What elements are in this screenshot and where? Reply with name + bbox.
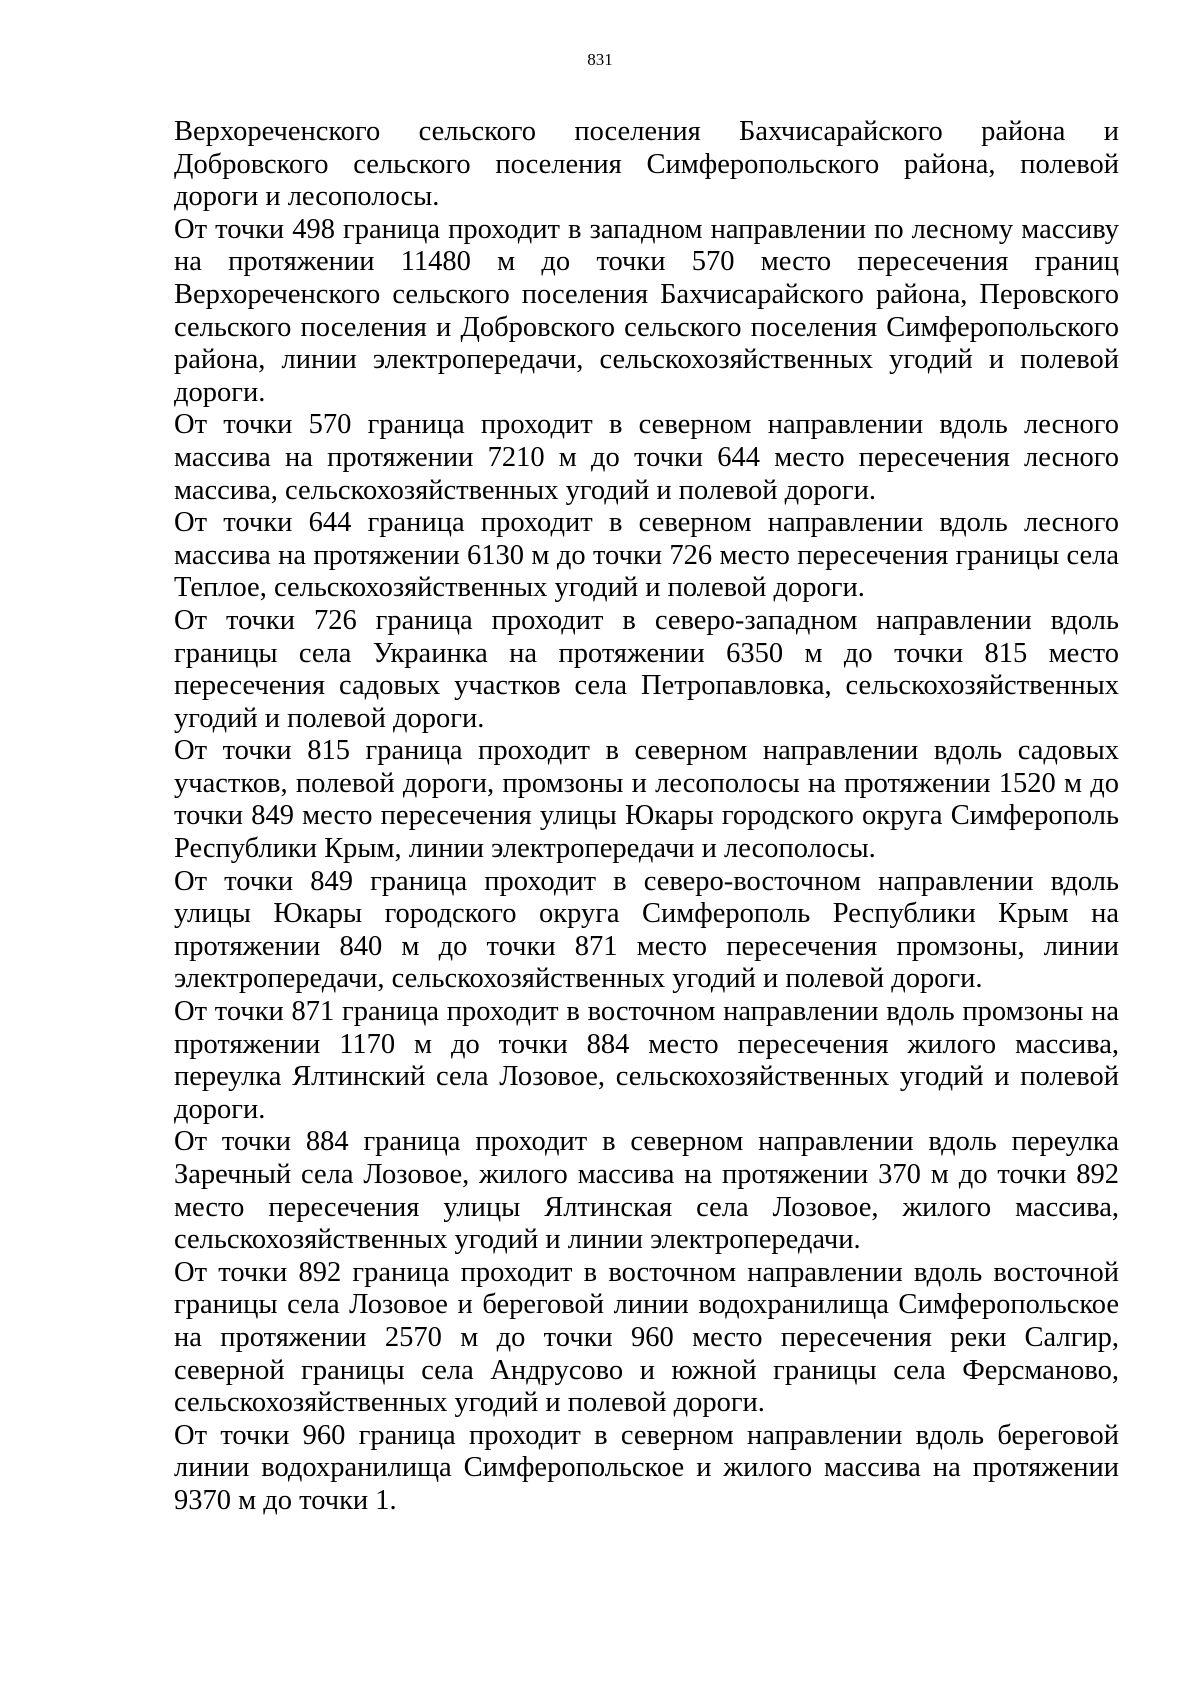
paragraph-1: Верхореченского сельского поселения Бахчисарайского района и Добровского сельского поселения Симферопольского района, полевой дороги и лесополосы.: [174, 116, 1119, 213]
page-number: 831: [587, 50, 613, 69]
paragraph-9: От точки 884 граница проходит в северном направлении вдоль переулка Заречный села Лозовое, жилого массива на протяжении 370 м до точки 892 место пересечения улицы Ялтинская села Лозовое, жилого массива, сельскохозяйственных угодий и линии электропередачи.: [174, 1126, 1119, 1256]
document-body: [174, 116, 1119, 1518]
paragraph-11: От точки 960 граница проходит в северном направлении вдоль береговой линии водохранилища Симферопольское и жилого массива на протяжении 9370 м до точки 1.: [174, 1419, 1119, 1516]
paragraph-2: От точки 498 граница проходит в западном направлении по лесному массиву на протяжении 11480 м до точки 570 место пересечения границ Верхореченского сельского поселения Бахчисарайского района, Перовского сельского поселения и Добровского сельского поселения Симферопольского района, линии электропередачи, сельскохозяйственных угодий и полевой дороги.: [174, 213, 1119, 408]
paragraph-8: От точки 871 граница проходит в восточном направлении вдоль промзоны на протяжении 1170 м до точки 884 место пересечения жилого массива, переулка Ялтинский села Лозовое, сельскохозяйственных угодий и полевой дороги.: [174, 996, 1119, 1125]
paragraph-6: От точки 815 граница проходит в северном направлении вдоль садовых участков, полевой дороги, промзоны и лесополосы на протяжении 1520 м до точки 849 место пересечения улицы Юкары городского округа Симферополь Республики Крым, линии электропередачи и лесополосы.: [174, 735, 1119, 865]
paragraph-5: От точки 726 граница проходит в северо-западном направлении вдоль границы села Украинка на протяжении 6350 м до точки 815 место пересечения садовых участков села Петропавловка, сельскохозяйственных угодий и полевой дороги.: [174, 604, 1119, 734]
paragraph-7: От точки 849 граница проходит в северо-восточном направлении вдоль улицы Юкары городского округа Симферополь Республики Крым на протяжении 840 м до точки 871 место пересечения промзоны, линии электропередачи, сельскохозяйственных угодий и полевой дороги.: [174, 865, 1119, 995]
paragraph-4: От точки 644 граница проходит в северном направлении вдоль лесного массива на протяжении 6130 м до точки 726 место пересечения границы села Теплое, сельскохозяйственных угодий и полевой дороги.: [174, 507, 1119, 604]
paragraph-10: От точки 892 граница проходит в восточном направлении вдоль восточной границы села Лозовое и береговой линии водохранилища Симферопольское на протяжении 2570 м до точки 960 место пересечения реки Салгир, северной границы села Андрусово и южной границы села Ферсманово, сельскохозяйственных угодий и полевой дороги.: [174, 1256, 1119, 1419]
paragraph-3: От точки 570 граница проходит в северном направлении вдоль лесного массива на протяжении 7210 м до точки 644 место пересечения лесного массива, сельскохозяйственных угодий и полевой дороги.: [174, 409, 1119, 506]
